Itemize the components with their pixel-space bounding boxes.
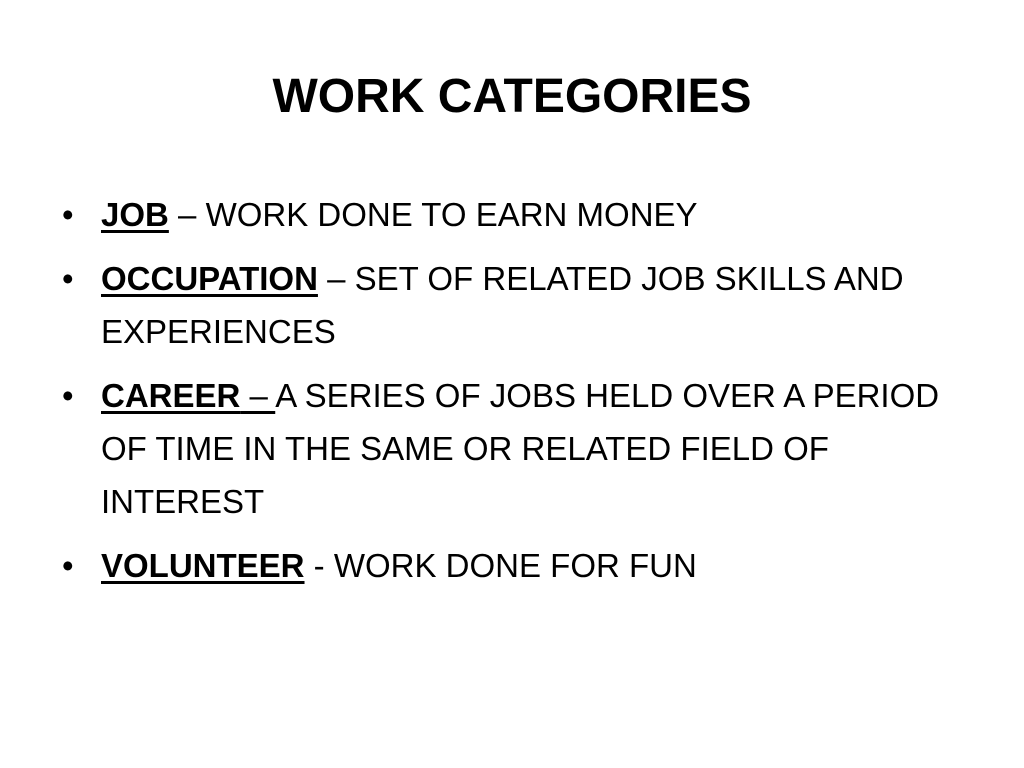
definition-job: WORK DONE TO EARN MONEY [205, 196, 698, 233]
bullet-icon: • [62, 260, 74, 297]
term-career-group [101, 377, 275, 414]
term-career: CAREER [101, 377, 241, 414]
term-volunteer: VOLUNTEER [101, 547, 305, 584]
bullet-icon: • [62, 377, 74, 414]
definition-volunteer: WORK DONE FOR FUN [333, 547, 697, 584]
term-occupation: OCCUPATION [101, 260, 318, 297]
slide-title: WORK CATEGORIES [272, 70, 752, 123]
bullet-icon: • [62, 547, 74, 584]
term-separator: – [168, 196, 206, 233]
term-separator: – [240, 377, 276, 414]
bullet-item-career [62, 369, 942, 528]
bullet-list [62, 188, 942, 603]
term-separator: – [317, 260, 355, 297]
definition-career: A SERIES OF JOBS HELD OVER A PERIOD OF TIME IN THE SAME OR RELATED FIELD OF INTEREST [101, 377, 940, 520]
bullet-item-volunteer [62, 539, 942, 592]
bullet-item-occupation [62, 252, 942, 358]
definition-occupation: SET OF RELATED JOB SKILLS AND EXPERIENCES [101, 260, 904, 350]
term-job: JOB [101, 196, 169, 233]
bullet-icon: • [62, 196, 74, 233]
term-separator: - [304, 547, 334, 584]
bullet-item-job [62, 188, 942, 241]
